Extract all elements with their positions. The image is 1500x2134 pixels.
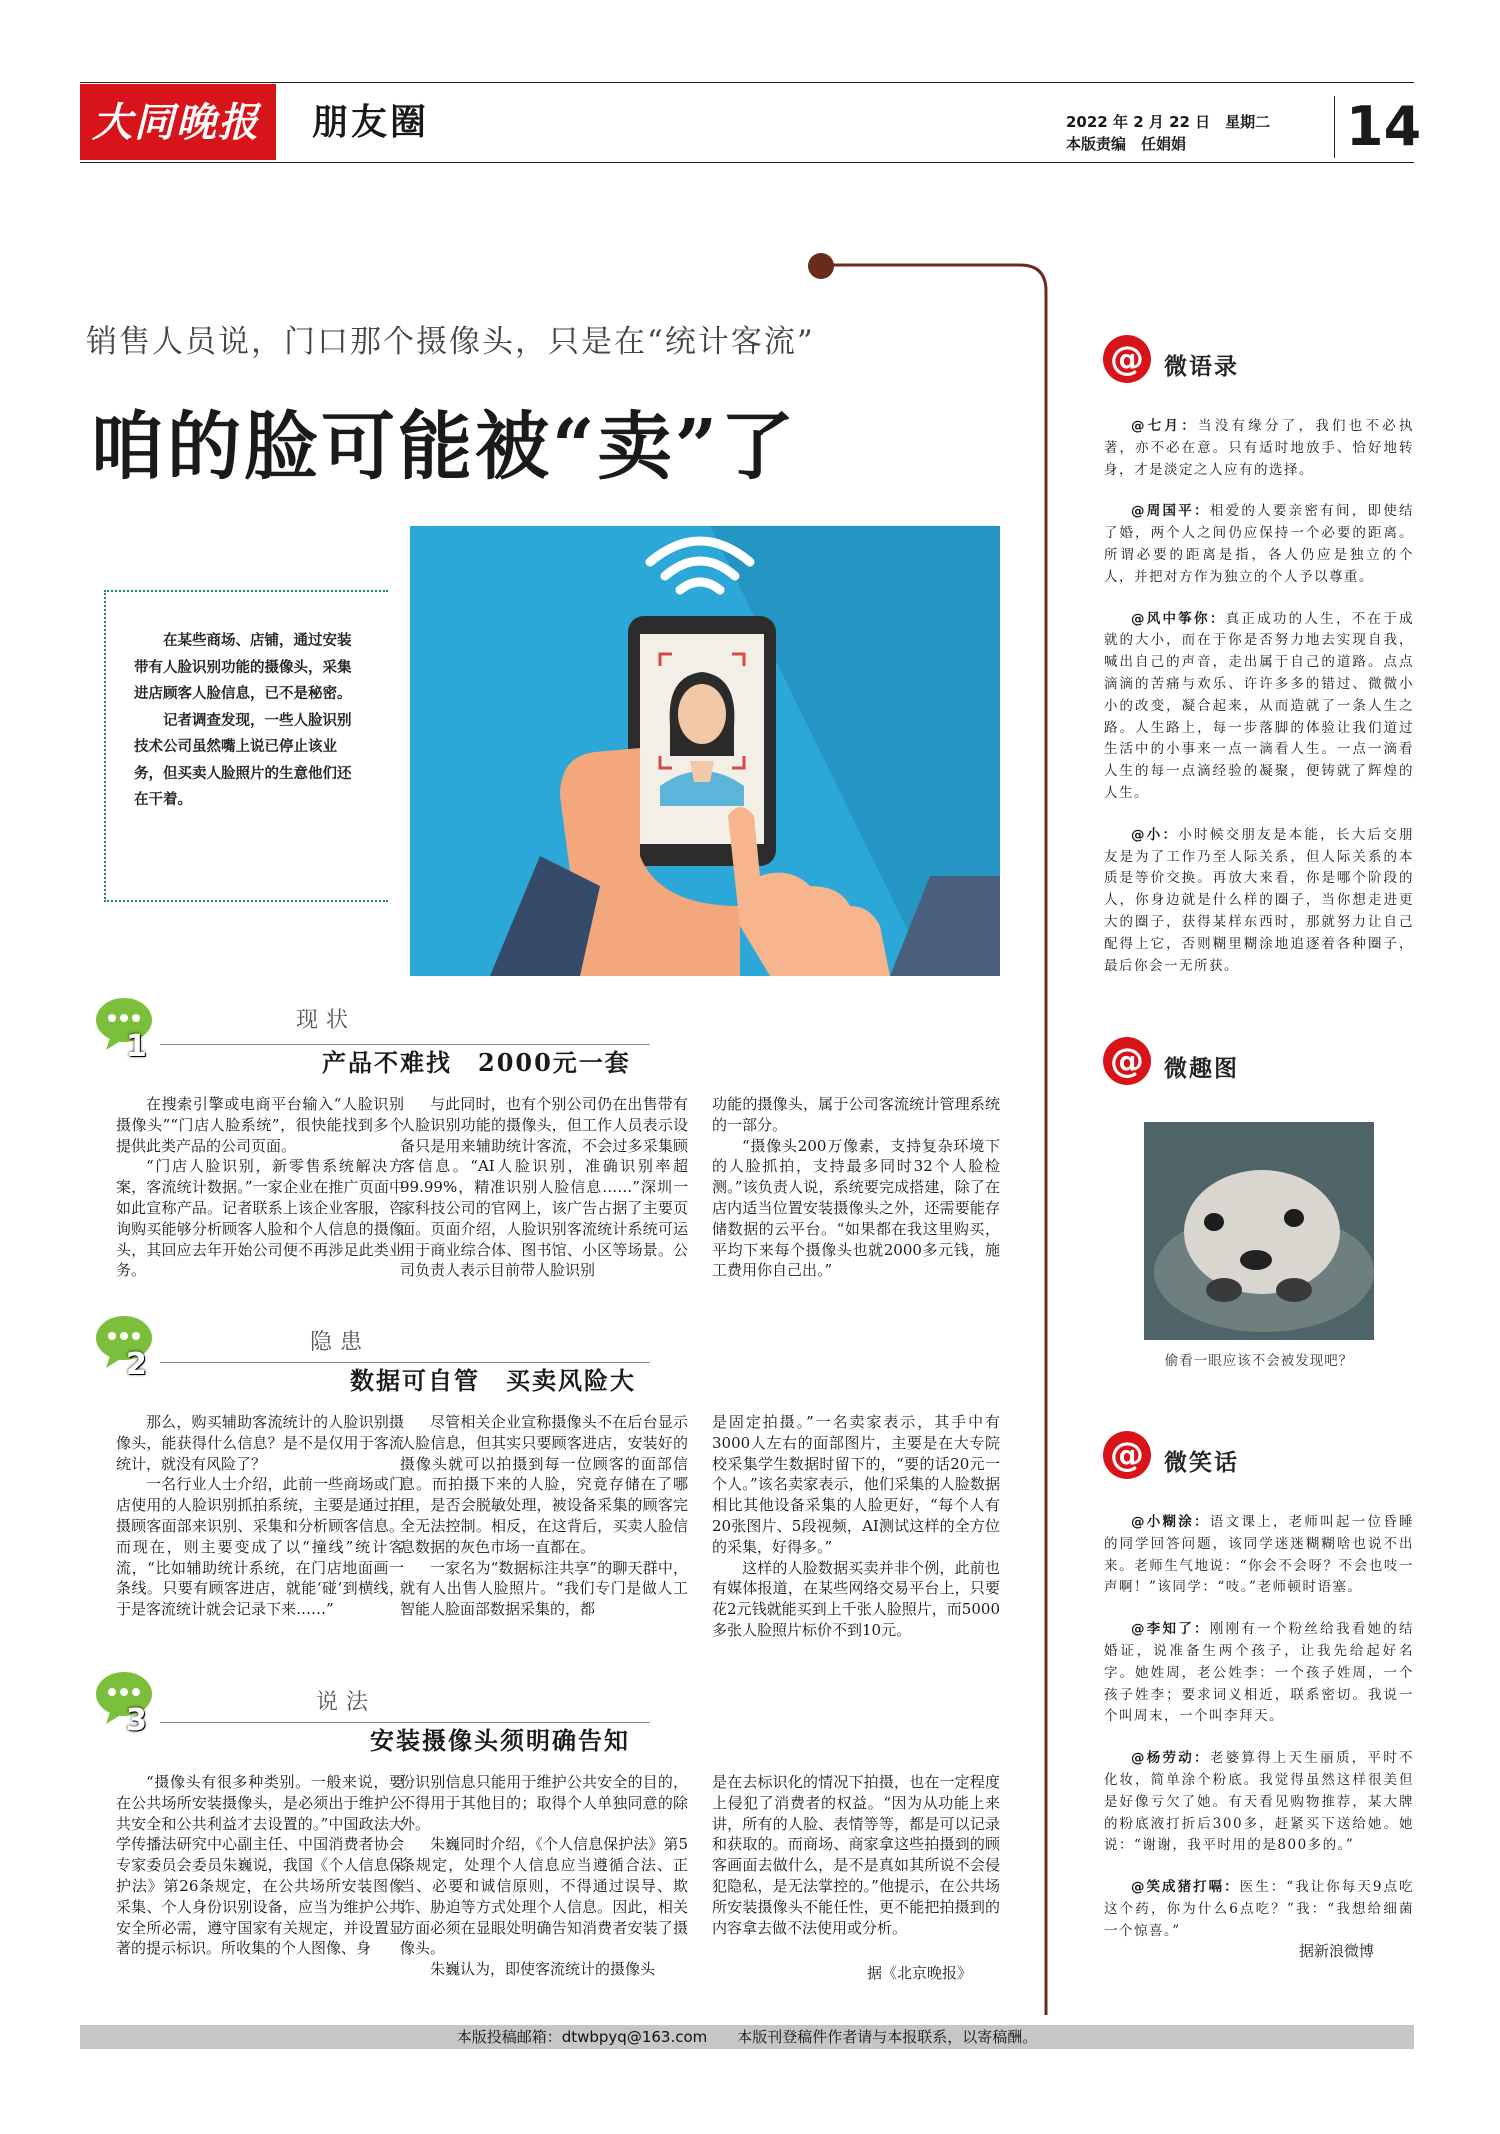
section-label: 现状 <box>296 1008 357 1033</box>
section-number: 2 <box>126 1347 147 1382</box>
joke-author: @杨劳动： <box>1131 1750 1210 1767</box>
sidebar-heading: 微趣图 <box>1164 1056 1239 1082</box>
joke-author: @李知了： <box>1131 1621 1210 1638</box>
paragraph: 一家名为“数据标注共享”的聊天群中，就有人出售人脸照片。“我们专门是做人工智能人脸面部数据采集的，都 <box>400 1558 688 1619</box>
timeline-dot <box>808 253 834 279</box>
paragraph: 朱巍同时介绍，《个人信息保护法》第5条规定，处理个人信息应当遵循合法、正当、必要和诚信原则，不得通过误导、欺诈、胁迫等方式处理个人信息。因此，相关方面必须在显眼处明确告知消费者安装了摄像头。 <box>400 1835 688 1958</box>
quote-item <box>1104 416 1414 481</box>
paragraph: 份识别信息只能用于维护公共安全的目的，不得用于其他目的；取得个人单独同意的除外。 <box>400 1773 688 1833</box>
section-name: 朋友圈 <box>312 101 430 143</box>
section-label: 隐患 <box>310 1330 371 1355</box>
section-rule <box>160 1722 650 1723</box>
text-column <box>400 1772 688 1980</box>
joke-text: 医生：“我让你每天9点吃这个药，你为什么6点吃？”我：“我想给细菌一个惊喜。” <box>1104 1879 1414 1939</box>
quote-text: 当没有缘分了，我们也不必执著，亦不必在意。只有适时地放手、恰好地转身，才是淡定之人应有的选择。 <box>1104 418 1414 478</box>
joke-author: @小糊涂： <box>1131 1514 1210 1530</box>
masthead-top-rule <box>80 82 1414 83</box>
joke-item <box>1104 1748 1414 1857</box>
joke-text: 刚刚有一个粉丝给我看她的结婚证，说准备生两个孩子，让我先给起好名字。她姓周，老公姓李：一个孩子姓周，一个孩子姓李；要求词义相近，联系密切。我说一个叫周末，一个叫李拜天。 <box>1104 1621 1415 1725</box>
lead-summary <box>134 628 360 814</box>
paragraph: 是固定拍摄。”一名卖家表示，其手中有3000人左右的面部图片，主要是在大专院校采集学生数据时留下的，“要的话20元一个人。”该名卖家表示，他们采集的人脸数据相比其他设备采集的人脸更好，“每个人有20张图片、5段视频，AI测试这样的全方位的采集，好得多。” <box>712 1413 1000 1556</box>
lead-paragraph: 记者调查发现，一些人脸识别技术公司虽然嘴上说已停止该业务，但买卖人脸照片的生意他们还在干着。 <box>134 712 352 808</box>
footer-note: 本版投稿邮箱：dtwbpyq@163.com 本版刊登稿件作者请与本报联系，以寄稿酬。 <box>456 2028 1038 2046</box>
quote-text: 相爱的人要亲密有间，即使结了婚，两个人之间仍应保持一个必要的距离。所谓必要的距离是指，各人仍应是独立的个人，并把对方作为独立的个人予以尊重。 <box>1104 503 1415 585</box>
text-column <box>400 1412 688 1620</box>
quote-item <box>1104 825 1414 978</box>
quote-author: @小： <box>1131 826 1179 843</box>
text-column <box>116 1772 404 1959</box>
article-source: 据《北京晚报》 <box>866 1964 972 1982</box>
joke-text: 老婆算得上天生丽质，平时不化妆，简单涂个粉底。我觉得虽然这样很美但是好像亏欠了她。有天看见购物推荐，某大牌的粉底液打折后300多，赶紧买下送给她。她说：“谢谢，我平时用的是800多的。” <box>1104 1750 1415 1854</box>
article-headline: 咱的脸可能被“卖”了 <box>90 404 798 490</box>
at-sign-icon <box>1100 332 1154 386</box>
sea-otter-photo <box>1144 1122 1374 1340</box>
lead-paragraph: 在某些商场、店铺，通过安装带有人脸识别功能的摄像头，采集进店顾客人脸信息，已不是秘密。 <box>134 633 352 702</box>
quote-author: @周国平： <box>1131 503 1210 520</box>
sidebar-heading: 微笑话 <box>1164 1450 1239 1476</box>
section-rule <box>160 1044 650 1045</box>
text-column <box>400 1094 688 1281</box>
paragraph: 朱巍认为，即使客流统计的摄像头 <box>430 1960 656 1979</box>
quote-text: 真正成功的人生，不在于成就的大小，而在于你是否努力地去实现自我，喊出自己的声音，走出属于自己的道路。点点滴滴的苦痛与欢乐、许许多多的错过、微微小小的改变，凝合起来，从而造就了一条人生之路。人生路上，每一步落脚的体验让我们道过生活中的小事来一点一滴看人生。一点一滴看人生的每一点滴经验的凝聚，便铸就了辉煌的人生。 <box>1104 610 1415 801</box>
paragraph: 尽管相关企业宣称摄像头不在后台显示人脸信息，但其实只要顾客进店，安装好的摄像头就可以拍摄到每一位顾客的面部信息。而拍摄下来的人脸，究竟存储在了哪里，是否会脱敏处理，被设备采集的顾客完全无法控制。相反，在这背后，买卖人脸信息数据的灰色市场一直都在。 <box>400 1413 688 1556</box>
section-title: 产品不难找 2000元一套 <box>322 1048 631 1077</box>
photo-caption: 偷看一眼应该不会被发现吧？ <box>1164 1353 1354 1369</box>
text-column <box>116 1412 404 1620</box>
newspaper-logo-text: 大同晚报 <box>92 99 260 146</box>
section-number: 3 <box>126 1703 147 1738</box>
joke-author: @笑成猪打嗝： <box>1131 1879 1240 1896</box>
text-column <box>712 1094 1000 1281</box>
svg-text:@: @ <box>1110 339 1144 379</box>
joke-item <box>1104 1877 1414 1942</box>
quote-item <box>1104 609 1414 805</box>
paragraph: “门店人脸识别，新零售系统解决方案，客流统计数据。”一家企业在推广页面中如此宣称产品。记者联系上该企业客服，咨询购买能够分析顾客人脸和个人信息的摄像头，其回应去年开始公司便不再涉足此类业务。 <box>116 1157 404 1280</box>
face-recognition-illustration <box>410 526 1000 976</box>
page-number: 14 <box>1346 95 1422 158</box>
page-editor: 本版责编 任娟娟 <box>1066 135 1187 153</box>
paragraph: 与此同时，也有个别公司仍在出售带有人脸识别功能的摄像头，但工作人员表示设备只是用来辅助统计客流，不会过多采集顾客信息。“AI人脸识别，准确识别率超99.99%，精准识别人脸信息……”深圳一家科技公司的官网上，该广告占据了主要页面。页面介绍，人脸识别客流统计系统可运用于商业综合体、图书馆、小区等场景。公司负责人表示目前带人脸识别 <box>400 1095 688 1280</box>
quote-item <box>1104 501 1414 588</box>
paragraph: 一名行业人士介绍，此前一些商场或门店使用的人脸识别抓拍系统，主要是通过拍摄顾客面部来识别、采集和分析顾客信息。而现在，则主要变成了以“撞线”统计客流，“比如辅助统计系统，在门店地面画一条线。只要有顾客进店，就能‘碰’到横线，于是客流统计就会记录下来……” <box>116 1475 404 1619</box>
paragraph: 那么，购买辅助客流统计的人脸识别摄像头，能获得什么信息？是不是仅用于客流统计，就没有风险了？ <box>116 1413 404 1473</box>
at-sign-icon <box>1100 1034 1154 1088</box>
sidebar-heading: 微语录 <box>1164 354 1239 380</box>
joke-item <box>1104 1512 1414 1599</box>
paragraph: 是在去标识化的情况下拍摄，也在一定程度上侵犯了消费者的权益。“因为从功能上来讲，所有的人脸、表情等等，都是可以记录和获取的。而商场、商家拿这些拍摄到的顾客画面去做什么，是不是真如其所说不会侵犯隐私，是无法掌控的。”他提示，在公共场所安装摄像头不能任性，更不能把拍摄到的内容拿去做不法使用或分析。 <box>712 1773 1000 1937</box>
svg-text:@: @ <box>1110 1041 1144 1081</box>
quote-text: 小时候交朋友是本能，长大后交朋友是为了工作乃至人际关系，但人际关系的本质是等价交换。再放大来看，你是哪个阶段的人，你身边就是什么样的圈子，当你想走进更大的圈子，获得某样东西时，那就努力让自己配得上它，否则糊里糊涂地追逐着各种圈子，最后你会一无所获。 <box>1104 826 1415 974</box>
jokes-list <box>1104 1512 1414 1947</box>
section-number: 1 <box>126 1029 147 1064</box>
paragraph: 在搜索引擎或电商平台输入“人脸识别摄像头”“门店人脸系统”，很快能找到多个提供此类产品的公司页面。 <box>116 1095 404 1155</box>
text-column <box>116 1094 404 1281</box>
joke-text: 语文课上，老师叫起一位昏睡的同学回答问题，该同学迷迷糊糊啥也说不出来。老师生气地说：“你会不会呀？不会也吱一声啊！”该同学：“吱。”老师顿时语塞。 <box>1104 1514 1415 1596</box>
jokes-source: 据新浪微博 <box>1298 1942 1374 1960</box>
quotes-list <box>1104 416 1414 997</box>
svg-text:@: @ <box>1110 1435 1144 1475</box>
quote-author: @七月： <box>1131 418 1198 434</box>
paragraph: “摄像头有很多种类别。一般来说，要在公共场所安装摄像头，是必须出于维护公共安全和公共利益才去设置的。”中国政法大学传播法研究中心副主任、中国消费者协会专家委员会委员朱巍说，我国《个人信息保护法》第26条规定，在公共场所安装图像采集、个人身份识别设备，应当为维护公共安全所必需，遵守国家有关规定，并设置显著的提示标识。所收集的个人图像、身 <box>116 1773 404 1958</box>
paragraph: “摄像头200万像素，支持复杂环境下的人脸抓拍，支持最多同时32个人脸检测。”该负责人说，系统要完成搭建，除了在店内适当位置安装摄像头之外，还需要能存储数据的云平台。“如果都在我这里购买，平均下来每个摄像头也就2000多元钱，施工费用你自己出。” <box>712 1136 1000 1280</box>
masthead-bottom-rule <box>80 162 1414 163</box>
joke-item <box>1104 1619 1414 1728</box>
section-rule <box>160 1362 650 1363</box>
section-title: 数据可自管 买卖风险大 <box>350 1366 636 1395</box>
section-label: 说法 <box>316 1690 377 1715</box>
quote-author: @风中筝你： <box>1131 610 1226 627</box>
at-sign-icon <box>1100 1428 1154 1482</box>
issue-date: 2022 年 2 月 22 日 星期二 <box>1066 113 1271 131</box>
text-column <box>712 1412 1000 1641</box>
paragraph: 功能的摄像头，属于公司客流统计管理系统的一部分。 <box>712 1095 1000 1134</box>
text-column <box>712 1772 1000 1938</box>
article-kicker: 销售人员说，门口那个摄像头，只是在“统计客流” <box>86 324 815 360</box>
masthead-divider <box>1334 96 1335 158</box>
section-title: 安装摄像头须明确告知 <box>370 1726 630 1755</box>
paragraph: 这样的人脸数据买卖并非个例，此前也有媒体报道，在某些网络交易平台上，只要花2元钱就能买到上千张人脸照片，而5000多张人脸照片标价不到10元。 <box>712 1558 1000 1639</box>
